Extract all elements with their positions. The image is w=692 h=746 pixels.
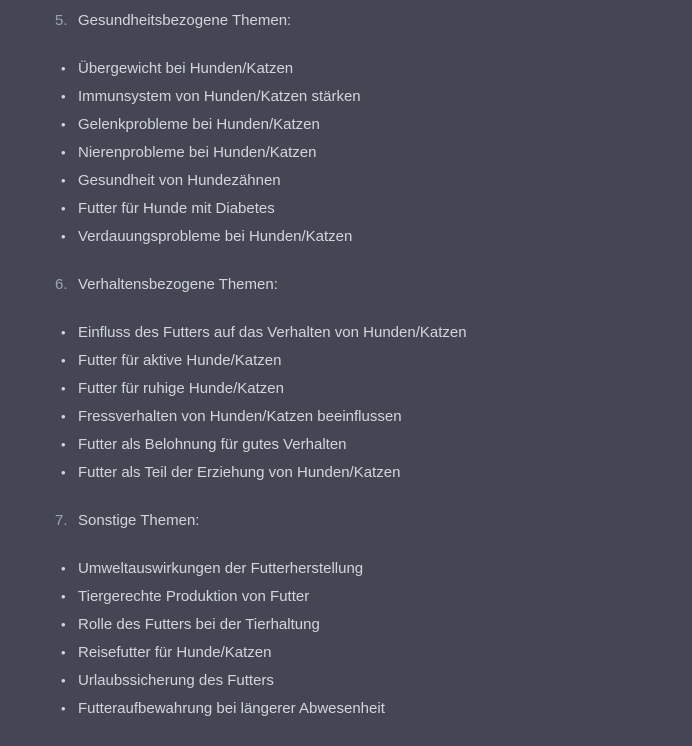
list-item [0,558,692,586]
list-item-text: Verdauungsprobleme bei Hunden/Katzen [78,228,353,245]
list-item-text: Einfluss des Futters auf das Verhalten von Hunden/Katzen [78,324,467,341]
section-heading [0,10,692,32]
list-item [0,586,692,614]
bullet-icon: • [61,325,66,340]
list-item [0,642,692,670]
bullet-icon: • [61,617,66,632]
list-item [0,58,692,86]
list-item-text: Gelenkprobleme bei Hunden/Katzen [78,116,320,133]
section-title: Sonstige Themen: [78,512,200,529]
list-item [0,406,692,434]
section-title: Gesundheitsbezogene Themen: [78,12,292,29]
topic-section [0,274,692,490]
bullet-icon: • [61,201,66,216]
list-item-text: Immunsystem von Hunden/Katzen stärken [78,88,361,105]
list-item-text: Reisefutter für Hunde/Katzen [78,644,272,661]
list-item-text: Futter als Belohnung für gutes Verhalten [78,436,347,453]
list-item [0,226,692,254]
list-item [0,322,692,350]
section-title: Verhaltensbezogene Themen: [78,276,278,293]
bullet-icon: • [61,673,66,688]
bullet-icon: • [61,409,66,424]
bullet-icon: • [61,117,66,132]
list-item [0,462,692,490]
section-heading [0,274,692,296]
bullet-icon: • [61,645,66,660]
bullet-icon: • [61,589,66,604]
list-item [0,198,692,226]
bullet-icon: • [61,173,66,188]
list-item [0,614,692,642]
topic-section [0,510,692,726]
bullet-icon: • [61,61,66,76]
list-item [0,378,692,406]
list-item [0,170,692,198]
topic-section [0,10,692,254]
bullet-icon: • [61,89,66,104]
list-item [0,350,692,378]
list-item-text: Umweltauswirkungen der Futterherstellung [78,560,364,577]
list-item [0,142,692,170]
list-item-text: Fressverhalten von Hunden/Katzen beeinflussen [78,408,402,425]
list-item-text: Rolle des Futters bei der Tierhaltung [78,616,320,633]
bullet-icon: • [61,353,66,368]
bullet-icon: • [61,465,66,480]
section-number: 7. [55,512,68,529]
list-item [0,698,692,726]
list-item [0,86,692,114]
bullet-icon: • [61,437,66,452]
bullet-icon: • [61,145,66,160]
list-item-text: Futter für aktive Hunde/Katzen [78,352,282,369]
list-item-text: Gesundheit von Hundezähnen [78,172,281,189]
section-number: 6. [55,276,68,293]
list-item-text: Nierenprobleme bei Hunden/Katzen [78,144,317,161]
bullet-icon: • [61,561,66,576]
section-heading [0,510,692,532]
bullet-icon: • [61,381,66,396]
bullet-icon: • [61,701,66,716]
list-item [0,434,692,462]
list-item-text: Futter als Teil der Erziehung von Hunden/Katzen [78,464,401,481]
list-item-text: Futter für ruhige Hunde/Katzen [78,380,284,397]
list-item-text: Futter für Hunde mit Diabetes [78,200,275,217]
bullet-icon: • [61,229,66,244]
list-item-text: Futteraufbewahrung bei längerer Abwesenheit [78,700,385,717]
section-number: 5. [55,12,68,29]
list-item [0,114,692,142]
list-item-text: Tiergerechte Produktion von Futter [78,588,310,605]
list-item-text: Urlaubssicherung des Futters [78,672,274,689]
list-item-text: Übergewicht bei Hunden/Katzen [78,60,294,77]
list-item [0,670,692,698]
